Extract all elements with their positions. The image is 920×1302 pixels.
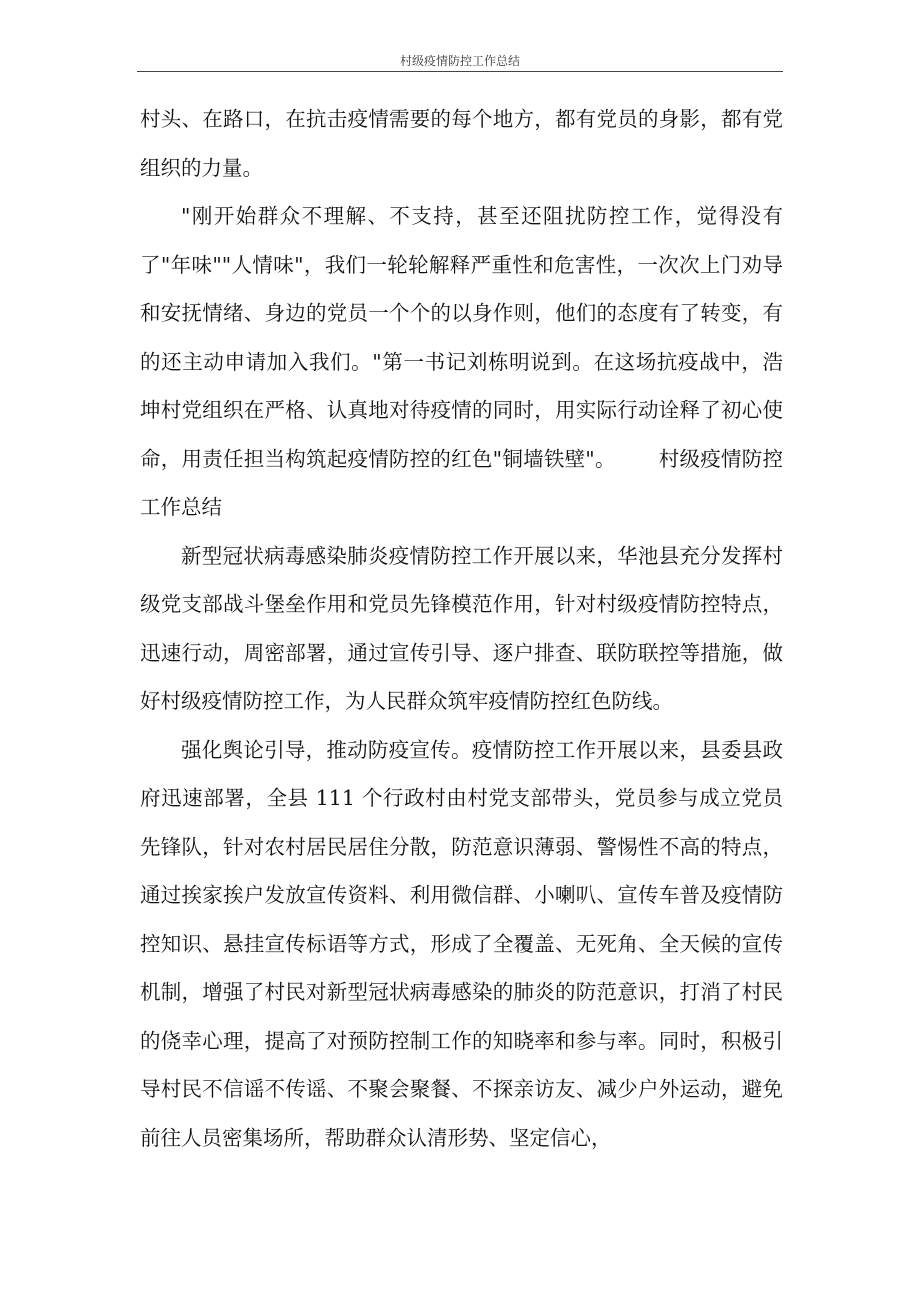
- paragraph-publicity: 强化舆论引导，推动防疫宣传。疫情防控工作开展以来，县委县政府迅速部署，全县 111 个行政村由村党支部带头，党员参与成立党员先锋队，针对农村居民居住分散，防范意识薄弱、警惕性不高的特点，通过挨家挨户发放宣传资料、利用微信群、小喇叭、宣传车普及疫情防控知识、悬挂宣传标语等方式，形成了全覆盖、无死角、全天候的宣传机制，增强了村民对新型冠状病毒感染的肺炎的防范意识，打消了村民的侥幸心理，提高了对预防控制工作的知晓率和参与率。同时，积极引导村民不信谣不传谣、不聚会聚餐、不探亲访友、减少户外运动，避免前往人员密集场所，帮助群众认清形势、坚定信心，: [140, 737, 783, 1150]
- paragraph-intro: 新型冠状病毒感染肺炎疫情防控工作开展以来，华池县充分发挥村级党支部战斗堡垒作用和党员先锋模范作用，针对村级疫情防控特点，迅速行动，周密部署，通过宣传引导、逐户排查、联防联控等措施，做好村级疫情防控工作，为人民群众筑牢疫情防控红色防线。: [140, 543, 783, 713]
- inline-section-title: 村级疫情防控工作总结: [140, 446, 784, 519]
- page-header-title: 村级疫情防控工作总结: [399, 54, 520, 68]
- document-body: [140, 95, 783, 1162]
- header-divider: [137, 71, 783, 72]
- paragraph-quote: [140, 192, 783, 532]
- paragraph-quote-text: "刚开始群众不理解、不支持，甚至还阻扰防控工作，觉得没有了"年味""人情味"，我们一轮轮解释严重性和危害性，一次次上门劝导和安抚情绪、身边的党员一个个的以身作则，他们的态度有了转变，有的还主动申请加入我们。"第一书记刘栋明说到。在这场抗疫战中，浩坤村党组织在严格、认真地对待疫情的同时，用实际行动诠释了初心使命，用责任担当构筑起疫情防控的红色"铜墙铁壁"。: [140, 204, 783, 471]
- paragraph-continuation: 村头、在路口，在抗击疫情需要的每个地方，都有党员的身影，都有党组织的力量。: [140, 107, 783, 180]
